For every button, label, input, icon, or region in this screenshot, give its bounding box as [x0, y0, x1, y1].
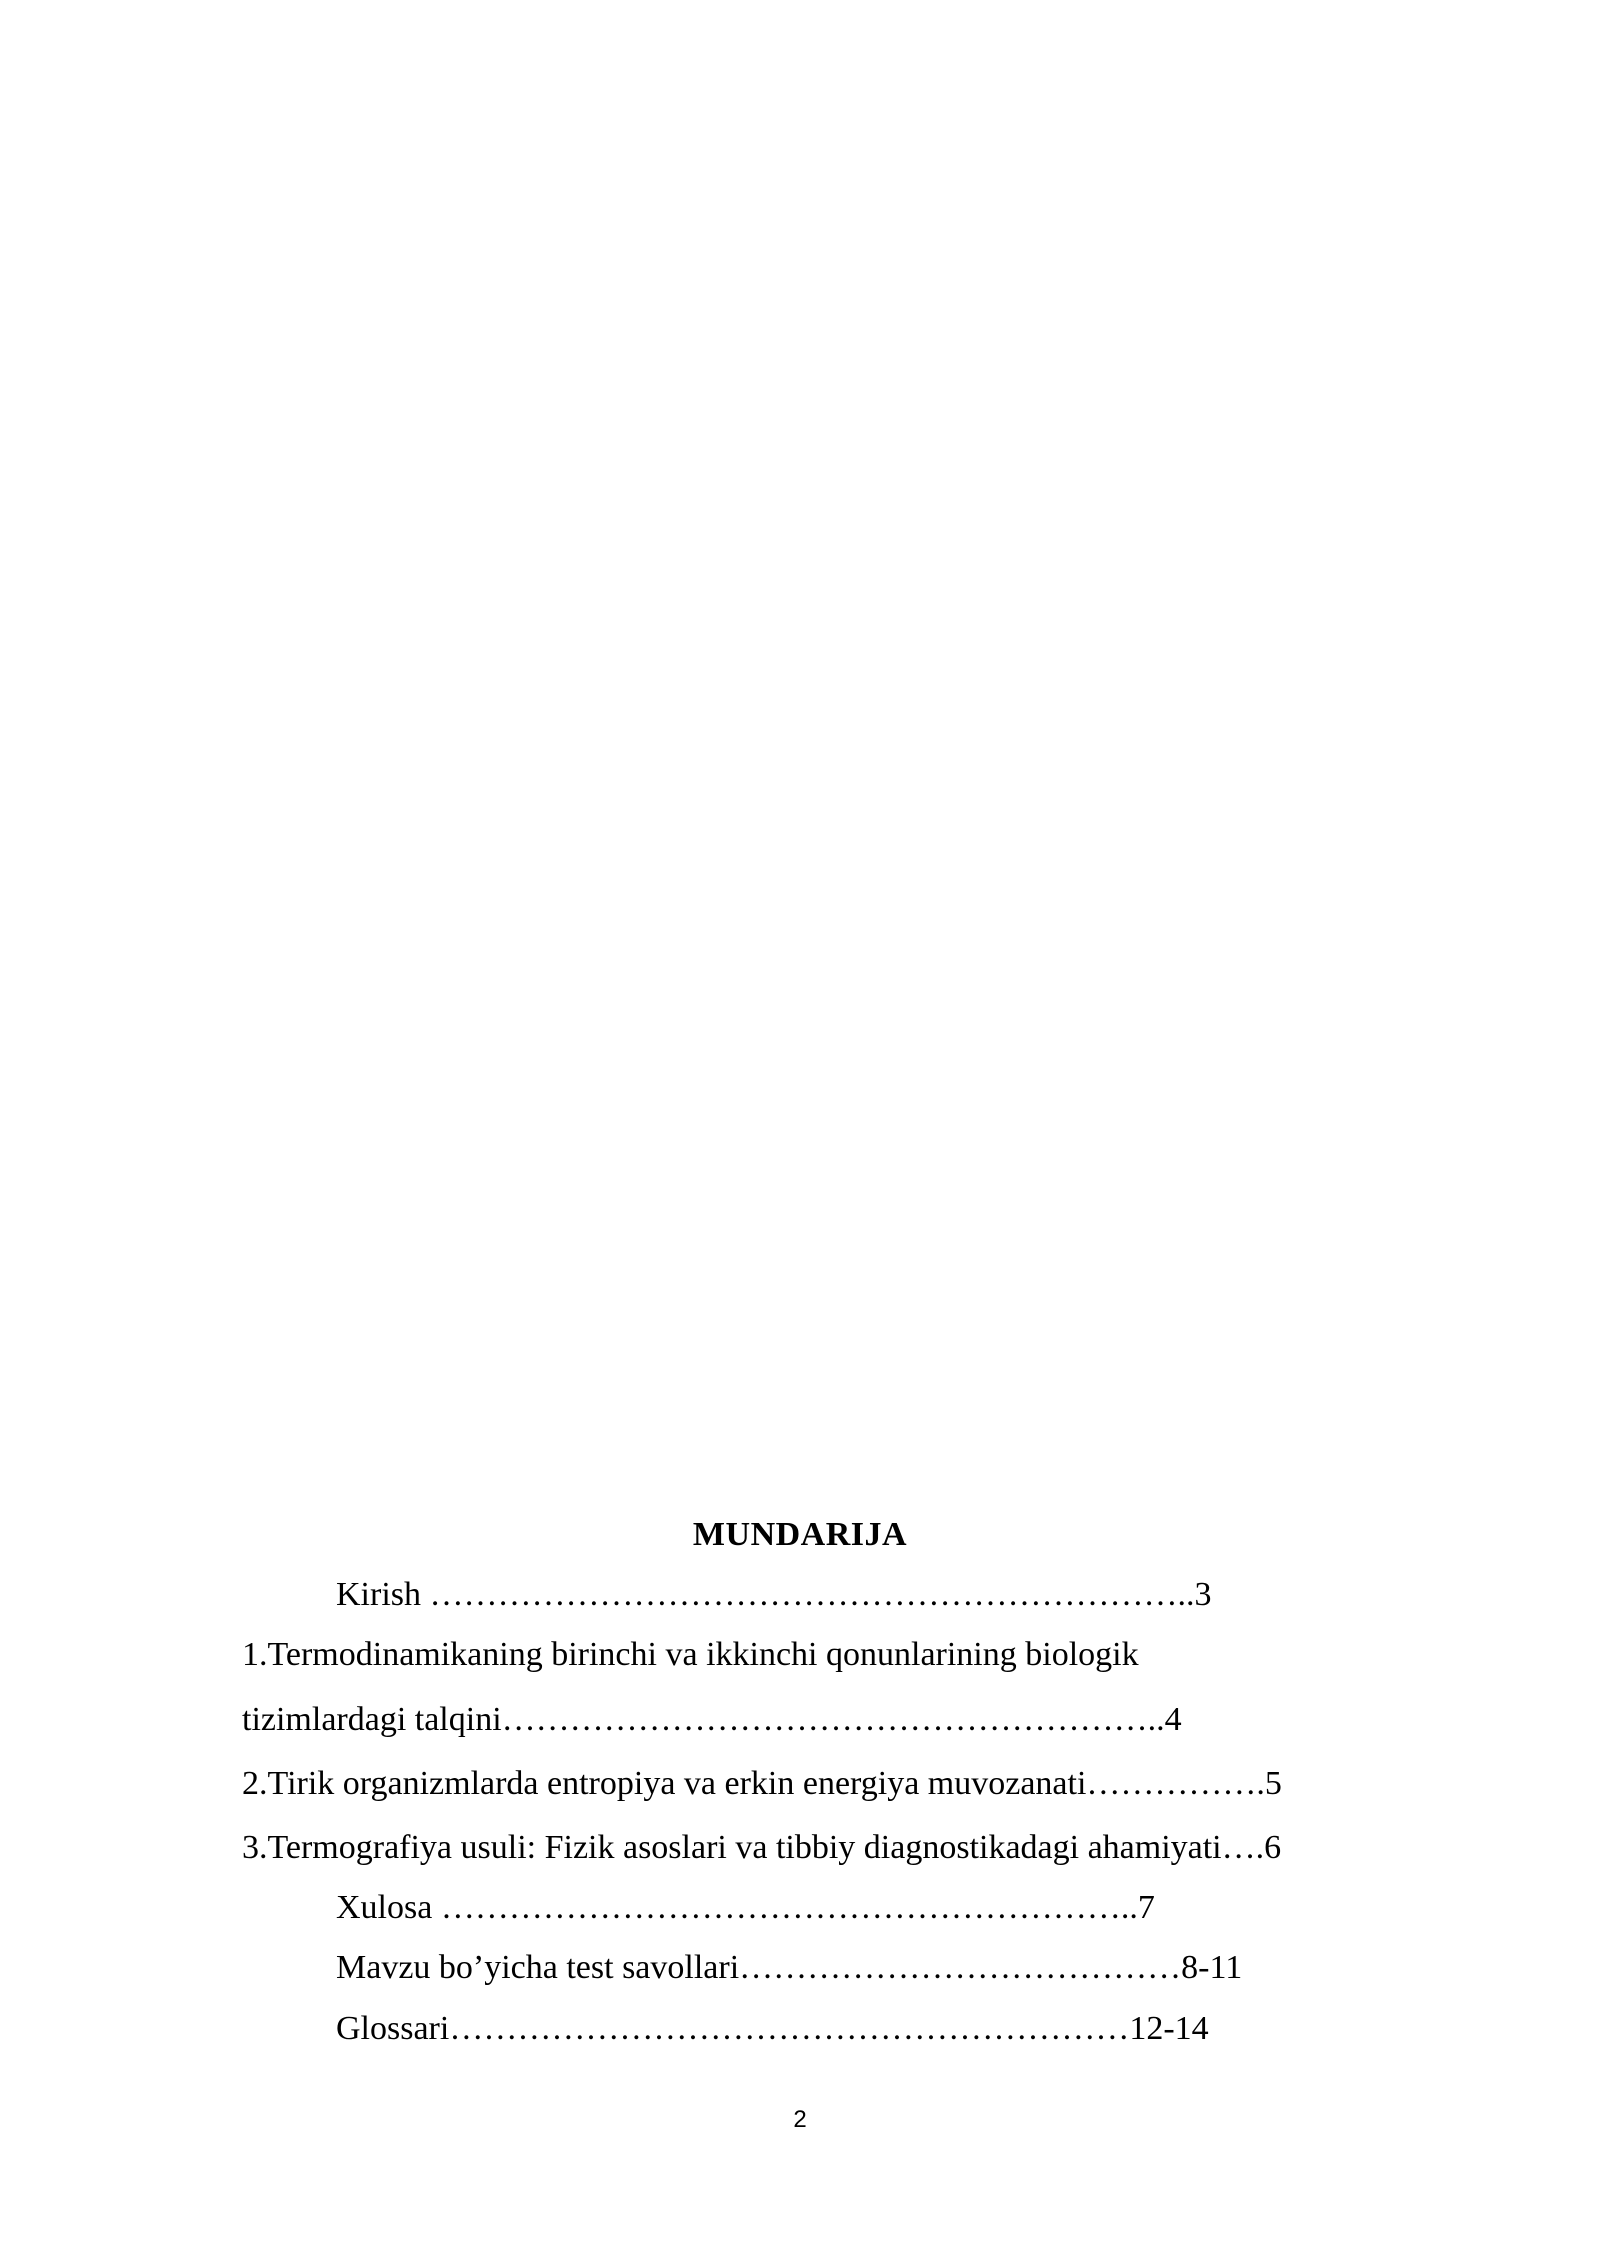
toc-entry-1-line-2: tizimlardagi talqini…………………………………………………..4 — [242, 1701, 1182, 1738]
toc-entry-3: 3.Termografiya usuli: Fizik asoslari va tibbiy diagnostikadagi ahamiyati….6 — [242, 1829, 1282, 1866]
toc-entry-glossari: Glossari……………………………………………………12-14 — [336, 2010, 1209, 2047]
toc-entry-kirish: Kirish …………………………………………………………..3 — [336, 1576, 1212, 1613]
toc-entry-1-line-1: 1.Termodinamikaning birinchi va ikkinchi qonunlarining biologik — [242, 1636, 1139, 1673]
toc-entry-test-savollari: Mavzu bo’yicha test savollari…………………………………8-11 — [336, 1949, 1243, 1986]
toc-title: MUNDARIJA — [692, 1516, 908, 1553]
toc-entry-xulosa: Xulosa ……………………………………………………..7 — [336, 1889, 1155, 1926]
toc-entry-2: 2.Tirik organizmlarda entropiya va erkin energiya muvozanati…………….5 — [242, 1765, 1282, 1802]
page-number: 2 — [793, 2106, 807, 2133]
